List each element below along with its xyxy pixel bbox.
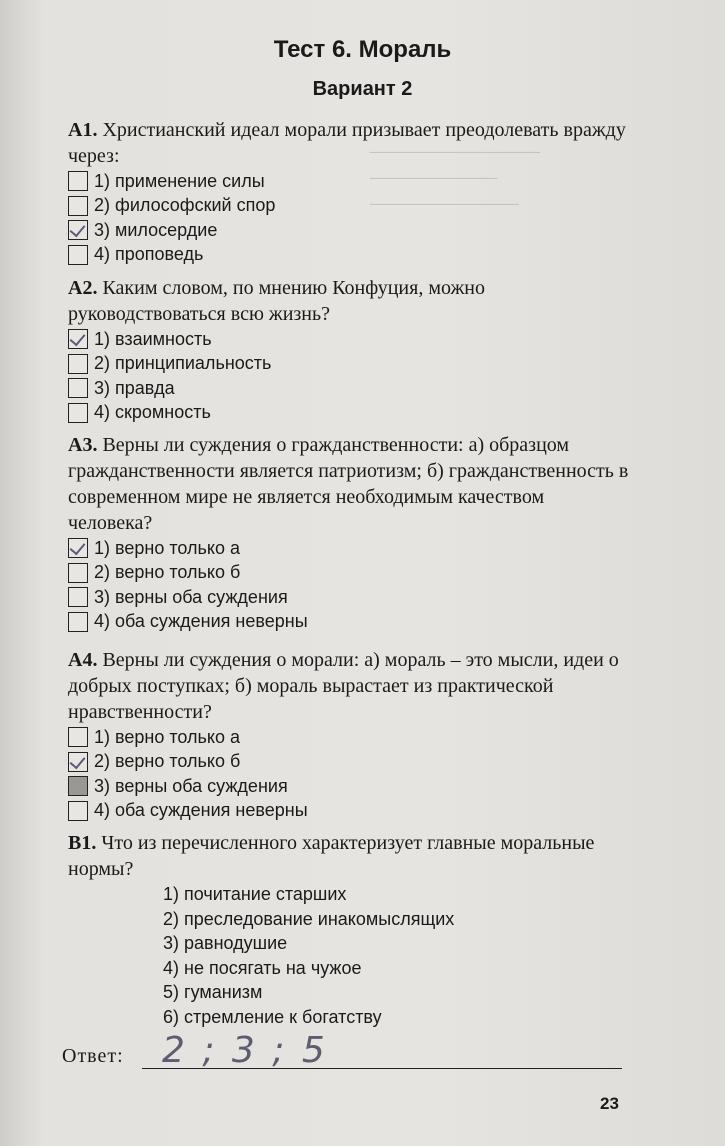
answer-option[interactable] [68,194,633,219]
checkbox[interactable] [68,587,88,607]
answer-option[interactable] [68,218,633,243]
option-label: 3) милосердие [94,219,218,240]
question-number: А2. [68,277,98,299]
question-number: А1. [68,119,98,141]
option-label: 2) верно только б [94,751,241,772]
list-item: 2) преследование инакомыслящих [163,908,455,929]
answer-option[interactable] [68,376,633,401]
checkbox[interactable] [68,220,88,240]
list-item: 6) стремление к богатству [163,1006,382,1027]
checkbox[interactable] [68,563,88,583]
question-text: Каким словом, по мнению Конфуция, можно руководствоваться всю жизнь? [68,277,486,325]
answer-option[interactable] [68,725,633,750]
answer-option[interactable] [68,561,633,586]
answer-option[interactable] [68,799,633,824]
bleed-through-text: ──────────────── ──────────── ────────────── [370,145,541,213]
question-a4 [68,647,633,823]
option-label: 1) взаимность [94,328,212,349]
question-b1 [68,830,633,1029]
question-number: А4. [68,649,98,671]
checkbox[interactable] [68,329,88,349]
question-a1 [68,117,633,267]
list-item: 5) гуманизм [163,982,263,1002]
answer-option[interactable] [68,352,633,377]
option-label: 2) философский спор [94,195,276,216]
checkbox[interactable] [68,403,88,423]
checkbox[interactable] [68,354,88,374]
checkbox[interactable] [68,612,88,632]
checkbox[interactable] [68,196,88,216]
option-label: 2) принципиальность [94,353,272,374]
checkbox[interactable] [68,538,88,558]
list-item: 1) почитание старших [163,884,347,904]
variant-heading: Вариант 2 [312,78,413,100]
handwritten-answer: 2 ; 3 ; 5 [162,1030,328,1071]
checkbox[interactable] [68,801,88,821]
option-label: 4) оба суждения неверны [94,611,308,632]
list-item: 4) не посягать на чужое [163,957,362,978]
answer-option[interactable] [68,169,633,194]
question-text: Христианский идеал морали призывает преодолевать вражду через: [68,119,626,167]
option-label: 2) верно только б [94,562,241,583]
option-label: 1) применение силы [94,170,265,191]
option-label: 4) оба суждения неверны [94,800,308,821]
option-label: 4) проповедь [94,244,204,265]
question-a2 [68,275,633,425]
answer-option[interactable] [68,536,633,561]
answer-option[interactable] [68,327,633,352]
option-label: 3) верны оба суждения [94,586,288,607]
question-text: Верны ли суждения о морали: а) мораль – это мысли, идеи о добрых поступках; б) мораль вырастает из практической нравственности? [68,649,619,723]
question-text: Что из перечисленного характеризует главные моральные нормы? [68,832,595,880]
checkbox[interactable] [68,776,88,796]
option-label: 1) верно только а [94,537,240,558]
option-label: 3) верны оба суждения [94,775,288,796]
checkbox[interactable] [68,245,88,265]
checkbox[interactable] [68,727,88,747]
option-label: 3) правда [94,377,175,398]
page-number: 23 [600,1094,619,1113]
list-item: 3) равнодушие [163,933,288,953]
checkbox[interactable] [68,752,88,772]
page-title: Тест 6. Мораль [273,36,452,63]
answer-option[interactable] [68,585,633,610]
question-a3 [68,432,633,634]
answer-option[interactable] [68,750,633,775]
answer-option[interactable] [68,774,633,799]
answer-option[interactable] [68,243,633,268]
checkbox[interactable] [68,171,88,191]
question-number: А3. [68,434,98,456]
checkbox[interactable] [68,378,88,398]
option-label: 1) верно только а [94,726,240,747]
answer-option[interactable] [68,401,633,426]
answer-option[interactable] [68,610,633,635]
question-number: В1. [68,832,97,854]
question-text: Верны ли суждения о гражданственности: а) образцом гражданственности является патриотизм; б) гражданственность в современном мире не является необходимым качеством человека? [68,434,629,534]
option-label: 4) скромность [94,402,211,423]
answer-label: Ответ: [62,1045,124,1067]
